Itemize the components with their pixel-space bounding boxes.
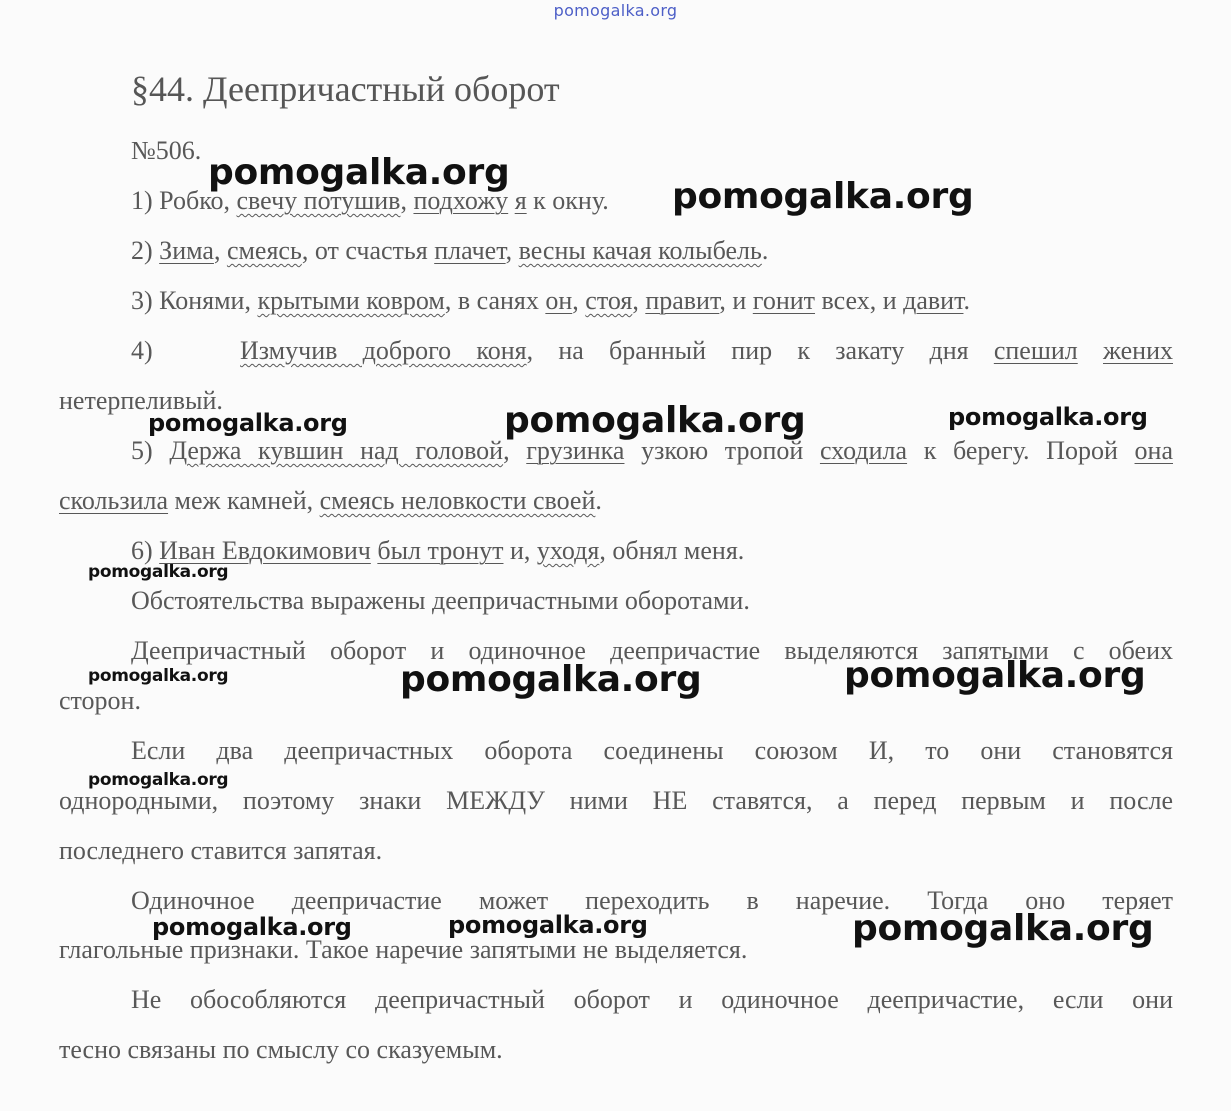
adverbial-phrase: весны качая колыбель <box>518 236 762 265</box>
sentence-4-line-1 <box>240 336 1173 366</box>
explanation-paragraph-2-line-1: Деепричастный оборот и одиночное деепричастие выделяются запятыми с обеих <box>131 636 1173 665</box>
predicate: спешил <box>993 336 1078 365</box>
watermark: pomogalka.org <box>448 911 648 939</box>
watermark: pomogalka.org <box>948 403 1148 431</box>
text-fragment: , на бранный пир к закату дня <box>526 336 994 365</box>
text-fragment: , <box>505 236 519 265</box>
sentence-5-line-2 <box>59 486 602 516</box>
text-fragment: . <box>761 236 769 265</box>
text-fragment: 3) Конями, <box>131 286 258 315</box>
subject: грузинка <box>526 436 625 465</box>
exercise-number: №506. <box>131 136 202 165</box>
adverbial-phrase: Держа кувшин над головой <box>169 436 504 465</box>
watermark: pomogalka.org <box>504 400 806 441</box>
watermark: pomogalka.org <box>852 908 1154 949</box>
explanation-paragraph-3-line-2: однородными, поэтому знаки МЕЖДУ ними НЕ ставятся, а перед первым и после <box>59 786 1173 815</box>
watermark: pomogalka.org <box>88 770 229 790</box>
subject: Зима <box>159 236 214 265</box>
text-fragment: , в санях <box>444 286 546 315</box>
subject: Иван Евдокимович <box>159 536 371 565</box>
site-header-link[interactable]: pomogalka.org <box>553 1 678 20</box>
watermark: pomogalka.org <box>208 152 510 193</box>
text-fragment: , <box>213 236 227 265</box>
watermark: pomogalka.org <box>148 409 348 437</box>
text-fragment: 2) <box>131 236 160 265</box>
explanation-paragraph-4-line-1: Одиночное деепричастие может переходить в наречие. Тогда оно теряет <box>131 886 1173 915</box>
explanation-paragraph-1: Обстоятельства выражены деепричастными оборотами. <box>131 586 750 615</box>
text-fragment: 5) <box>131 436 170 465</box>
text-fragment: , <box>572 286 586 315</box>
adverbial-phrase: уходя <box>536 536 600 565</box>
subject: она <box>1134 436 1173 465</box>
explanation-paragraph-4-line-2: глагольные признаки. Такое наречие запятыми не выделяется. <box>59 935 748 964</box>
predicate: правит <box>645 286 720 315</box>
text-fragment: , <box>632 286 646 315</box>
sentence-4-line-2: нетерпеливый. <box>59 386 223 415</box>
adverbial-phrase: смеясь неловкости своей <box>319 486 596 515</box>
text-fragment: , <box>400 186 414 215</box>
adverbial-phrase: свечу потушив <box>236 186 401 215</box>
watermark: pomogalka.org <box>844 655 1146 696</box>
watermark: pomogalka.org <box>88 666 229 686</box>
predicate: скользила <box>59 486 169 515</box>
section-title: §44. Деепричастный оборот <box>131 69 560 109</box>
watermark: pomogalka.org <box>400 659 702 700</box>
watermark: pomogalka.org <box>672 176 974 217</box>
text-fragment: , <box>503 436 527 465</box>
text-fragment: , и <box>719 286 753 315</box>
text-fragment: всех, и <box>815 286 904 315</box>
adverbial-phrase: Измучив доброго коня <box>240 336 527 365</box>
explanation-paragraph-2-line-2: сторон. <box>59 686 141 715</box>
text-fragment: 1) Робко, <box>131 186 237 215</box>
predicate: давит <box>903 286 964 315</box>
text-fragment: к берегу. Порой <box>907 436 1135 465</box>
explanation-paragraph-3-line-1: Если два деепричастных оборота соединены союзом И, то они становятся <box>131 736 1173 765</box>
text-fragment: узкою тропой <box>624 436 820 465</box>
subject: он <box>545 286 573 315</box>
text-fragment: 6) <box>131 536 160 565</box>
sentence-3 <box>131 286 970 316</box>
subject: жених <box>1103 336 1173 365</box>
explanation-paragraph-5-line-1: Не обособляются деепричастный оборот и одиночное деепричастие, если они <box>131 985 1173 1014</box>
predicate: сходила <box>819 436 908 465</box>
explanation-paragraph-3-line-3: последнего ставится запятая. <box>59 836 383 865</box>
text-fragment: , от счастья <box>301 236 435 265</box>
text-fragment <box>1078 336 1103 365</box>
text-fragment: и, <box>503 536 537 565</box>
text-fragment: . <box>595 486 602 515</box>
sentence-4-number: 4) <box>131 336 153 365</box>
watermark: pomogalka.org <box>152 913 352 941</box>
text-fragment: . <box>963 286 970 315</box>
text-fragment: к окну. <box>526 186 609 215</box>
text-fragment: , обнял меня. <box>599 536 745 565</box>
predicate: был тронут <box>377 536 504 565</box>
adverbial-phrase: стоя <box>585 286 633 315</box>
attribute-phrase: крытыми ковром <box>257 286 445 315</box>
adverbial-phrase: смеясь <box>226 236 302 265</box>
sentence-2 <box>131 236 768 266</box>
predicate: гонит <box>752 286 816 315</box>
explanation-paragraph-5-line-2: тесно связаны по смыслу со сказуемым. <box>59 1035 503 1064</box>
predicate: подхожу <box>413 186 509 215</box>
predicate: плачет <box>434 236 506 265</box>
watermark: pomogalka.org <box>88 562 229 582</box>
text-fragment: меж камней, <box>168 486 320 515</box>
subject: я <box>514 186 527 215</box>
